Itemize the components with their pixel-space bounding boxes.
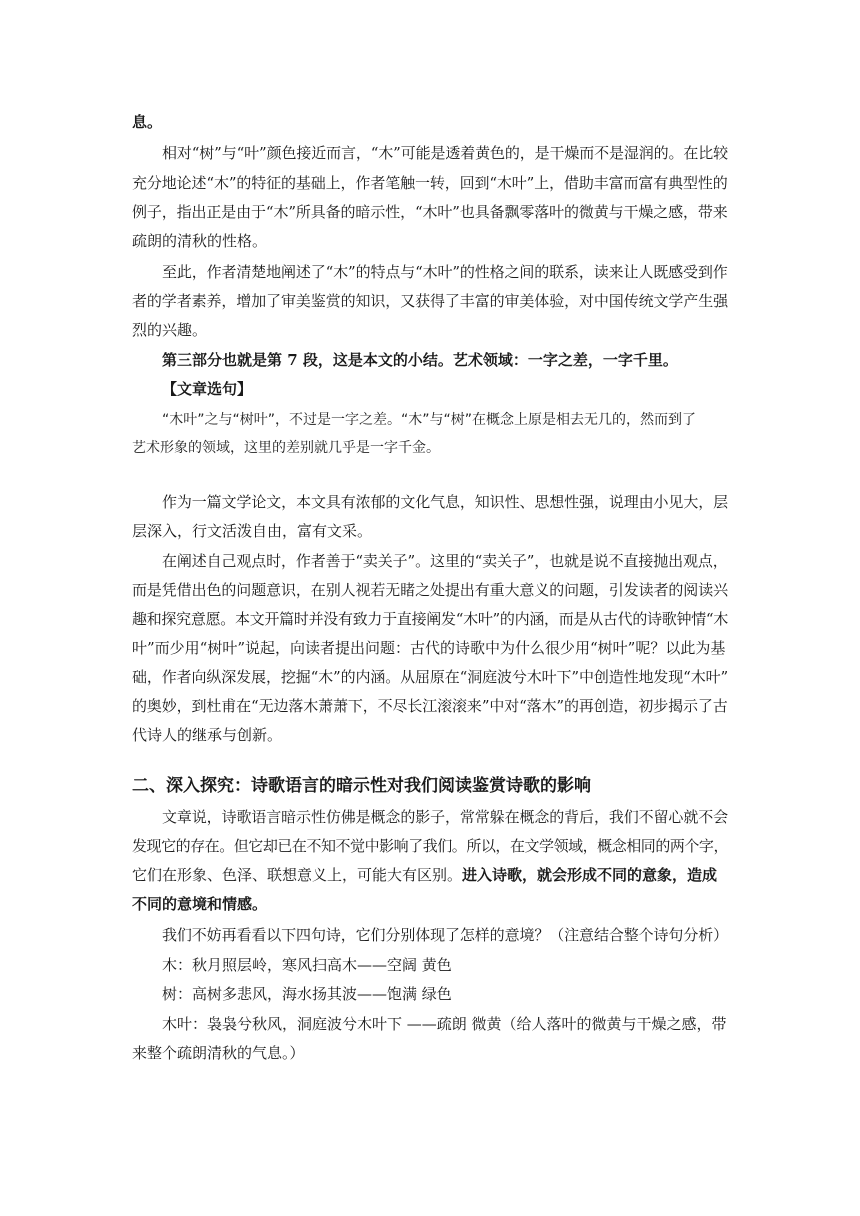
text-line: 而是凭借出色的问题意识，在别人视若无睹之处提出有重大意义的问题，引发读者的阅读兴 (132, 581, 729, 599)
text-line: 烈的兴趣。 (132, 321, 208, 339)
text-line: 趣和探究意愿。本文开篇时并没有致力于直接阐发“木叶”的内涵，而是从古代的诗歌钟情“木 (132, 610, 729, 628)
text-line: 的奥妙，到杜甫在“无边落木萧萧下，不尽长江滚滚来”中对“落木”的再创造，初步揭示了古 (132, 697, 728, 715)
text-line: 文章说，诗歌语言暗示性仿佛是概念的影子，常常躲在概念的背后，我们不留心就不会 (162, 808, 729, 826)
text-span: 它们在形象、色泽、联想意义上，可能大有区别。 (132, 866, 463, 884)
text-line (132, 865, 717, 885)
text-line: 叶”而少用“树叶”说起，向读者提出问题：古代的诗歌中为什么很少用“树叶”呢？以此为基 (132, 639, 726, 657)
text-line: 代诗人的继承与创新。 (132, 726, 283, 744)
continued-text: 息。 (132, 113, 163, 131)
text-line: 层深入，行文活泼自由，富有文采。 (132, 522, 373, 540)
question-line: 我们不妨再看看以下四句诗，它们分别体现了怎样的意境？（注意结合整个诗句分析） (162, 926, 729, 944)
excerpt-label: 【文章选句】 (162, 380, 253, 398)
quote-line: 艺术形象的领域，这里的差别就几乎是一字千金。 (132, 440, 440, 456)
poem-line: 木叶：袅袅兮秋风，洞庭波兮木叶下 ——疏朗 微黄（给人落叶的微黄与干燥之感，带 (162, 1015, 727, 1033)
text-line: 相对“树”与“叶”颜色接近而言，“木”可能是透着黄色的，是干燥而不是湿润的。在比较 (162, 144, 729, 162)
text-line: 至此，作者清楚地阐述了“木”的特点与“木叶”的性格之间的联系，读来让人既感受到作 (162, 263, 728, 281)
section-two-title: 二、深入探究：诗歌语言的暗示性对我们阅读鉴赏诗歌的影响 (132, 776, 591, 796)
poem-line: 木：秋月照层岭，寒风扫高木——空阔 黄色 (162, 956, 452, 974)
quote-line: “木叶”之与“树叶”，不过是一字之差。“木”与“树”在概念上原是相去无几的，然而到了 (162, 412, 697, 428)
text-line: 者的学者素养，增加了审美鉴赏的知识，又获得了丰富的审美体验，对中国传统文学产生强 (132, 292, 729, 310)
text-line: 疏朗的清秋的性格。 (132, 232, 268, 250)
text-line: 例子，指出正是由于“木”所具备的暗示性，“木叶”也具备飘零落叶的微黄与干燥之感，带来 (132, 203, 728, 221)
text-line: 础，作者向纵深发展，挖掘“木”的内涵。从屈原在“洞庭波兮木叶下”中创造性地发现“木叶” (132, 668, 729, 686)
poem-line: 树：高树多悲风，海水扬其波——饱满 绿色 (162, 985, 452, 1003)
text-line: 不同的意境和情感。 (132, 895, 268, 913)
text-line: 充分地论述“木”的特征的基础上，作者笔触一转，回到“木叶”上，借助丰富而富有典型性的 (132, 174, 728, 192)
text-line: 作为一篇文学论文，本文具有浓郁的文化气息，知识性、思想性强，说理由小见大，层 (162, 493, 729, 511)
text-line: 发现它的存在。但它却已在不知不觉中影响了我们。所以，在文学领域，概念相同的两个字， (132, 837, 729, 855)
part-three-heading: 第三部分也就是第 7 段，这是本文的小结。艺术领域：一字之差，一字千里。 (162, 351, 678, 369)
text-line: 在阐述自己观点时，作者善于“卖关子”。这里的“卖关子”，也就是说不直接抛出观点， (162, 552, 728, 570)
bold-span: 进入诗歌，就会形成不同的意象，造成 (462, 866, 718, 884)
poem-line: 来整个疏朗清秋的气息。） (132, 1044, 305, 1062)
